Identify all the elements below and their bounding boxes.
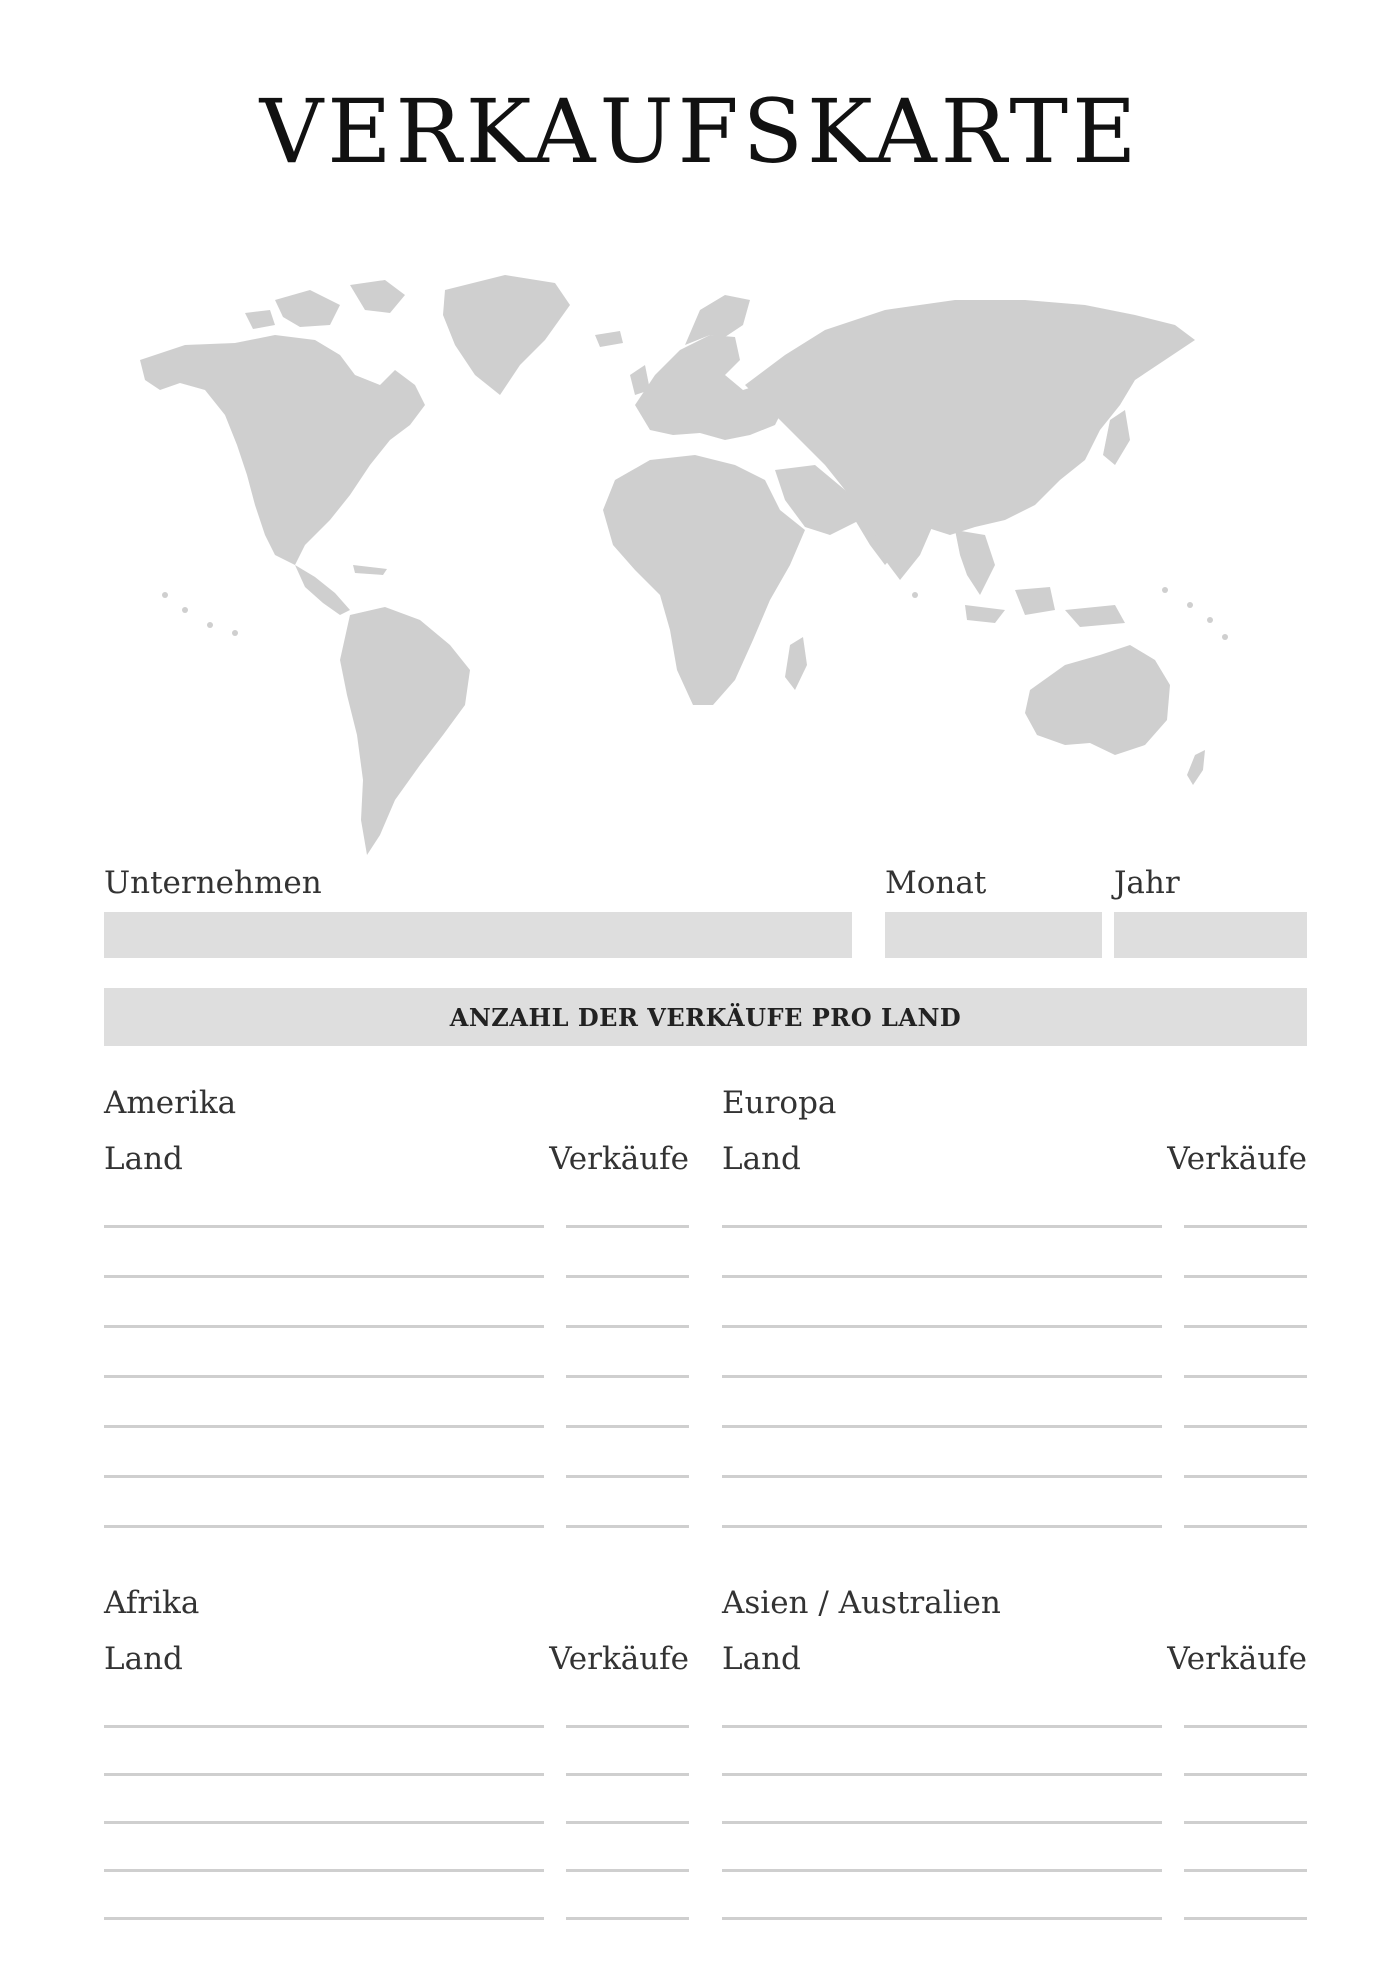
column-sales-label: Verkäufe [549, 1141, 689, 1177]
country-entry-line[interactable] [104, 1917, 544, 1920]
column-sales-label: Verkäufe [1167, 1141, 1307, 1177]
sales-entry-line[interactable] [566, 1525, 689, 1528]
year-field[interactable] [1114, 912, 1307, 958]
country-entry-line[interactable] [722, 1475, 1162, 1478]
country-entry-line[interactable] [104, 1375, 544, 1378]
section-title: Amerika [104, 1085, 237, 1121]
year-label: Jahr [1114, 865, 1180, 901]
sales-entry-line[interactable] [1184, 1275, 1307, 1278]
section-title: Afrika [104, 1585, 200, 1621]
country-entry-line[interactable] [104, 1869, 544, 1872]
sales-entry-line[interactable] [566, 1425, 689, 1428]
section-afrika [104, 1585, 689, 1928]
country-entry-line[interactable] [104, 1225, 544, 1228]
country-entry-line[interactable] [104, 1525, 544, 1528]
country-entry-line[interactable] [722, 1917, 1162, 1920]
country-entry-line[interactable] [722, 1225, 1162, 1228]
column-sales-label: Verkäufe [549, 1641, 689, 1677]
sales-entry-line[interactable] [1184, 1475, 1307, 1478]
country-entry-line[interactable] [104, 1821, 544, 1824]
country-entry-line[interactable] [722, 1773, 1162, 1776]
country-entry-line[interactable] [104, 1425, 544, 1428]
country-entry-line[interactable] [104, 1475, 544, 1478]
month-label: Monat [885, 865, 987, 901]
country-entry-line[interactable] [722, 1325, 1162, 1328]
section-title: Europa [722, 1085, 837, 1121]
sales-entry-line[interactable] [566, 1375, 689, 1378]
page-title: VERKAUFSKARTE [259, 80, 1141, 183]
country-entry-line[interactable] [722, 1375, 1162, 1378]
sales-entry-line[interactable] [566, 1869, 689, 1872]
world-map-icon [125, 265, 1245, 865]
column-sales-label: Verkäufe [1167, 1641, 1307, 1677]
country-entry-line[interactable] [722, 1821, 1162, 1824]
country-entry-line[interactable] [722, 1425, 1162, 1428]
country-entry-line[interactable] [104, 1725, 544, 1728]
section-amerika [104, 1085, 689, 1528]
country-entry-line[interactable] [722, 1869, 1162, 1872]
column-country-label: Land [104, 1641, 183, 1677]
sales-entry-line[interactable] [1184, 1325, 1307, 1328]
sales-entry-line[interactable] [566, 1325, 689, 1328]
column-country-label: Land [722, 1641, 801, 1677]
sales-entry-line[interactable] [1184, 1225, 1307, 1228]
month-field[interactable] [885, 912, 1102, 958]
section-europa [722, 1085, 1307, 1528]
sales-entry-line[interactable] [1184, 1869, 1307, 1872]
company-label: Unternehmen [104, 865, 322, 901]
section-title: Asien / Australien [722, 1585, 1001, 1621]
sales-entry-line[interactable] [1184, 1425, 1307, 1428]
sales-entry-line[interactable] [566, 1821, 689, 1824]
country-entry-line[interactable] [104, 1275, 544, 1278]
column-country-label: Land [104, 1141, 183, 1177]
sales-entry-line[interactable] [1184, 1375, 1307, 1378]
country-entry-line[interactable] [104, 1325, 544, 1328]
sales-entry-line[interactable] [1184, 1773, 1307, 1776]
column-country-label: Land [722, 1141, 801, 1177]
sales-entry-line[interactable] [1184, 1917, 1307, 1920]
sales-entry-line[interactable] [1184, 1525, 1307, 1528]
sales-entry-line[interactable] [566, 1773, 689, 1776]
sales-entry-line[interactable] [566, 1917, 689, 1920]
country-entry-line[interactable] [722, 1525, 1162, 1528]
sales-entry-line[interactable] [1184, 1821, 1307, 1824]
section-asien-australien [722, 1585, 1307, 1928]
country-entry-line[interactable] [104, 1773, 544, 1776]
sales-entry-line[interactable] [566, 1225, 689, 1228]
sales-entry-line[interactable] [566, 1475, 689, 1478]
country-entry-line[interactable] [722, 1725, 1162, 1728]
sales-entry-line[interactable] [1184, 1725, 1307, 1728]
sales-entry-line[interactable] [566, 1275, 689, 1278]
company-field[interactable] [104, 912, 852, 958]
sales-entry-line[interactable] [566, 1725, 689, 1728]
section-banner: ANZAHL DER VERKÄUFE PRO LAND [104, 988, 1307, 1046]
country-entry-line[interactable] [722, 1275, 1162, 1278]
